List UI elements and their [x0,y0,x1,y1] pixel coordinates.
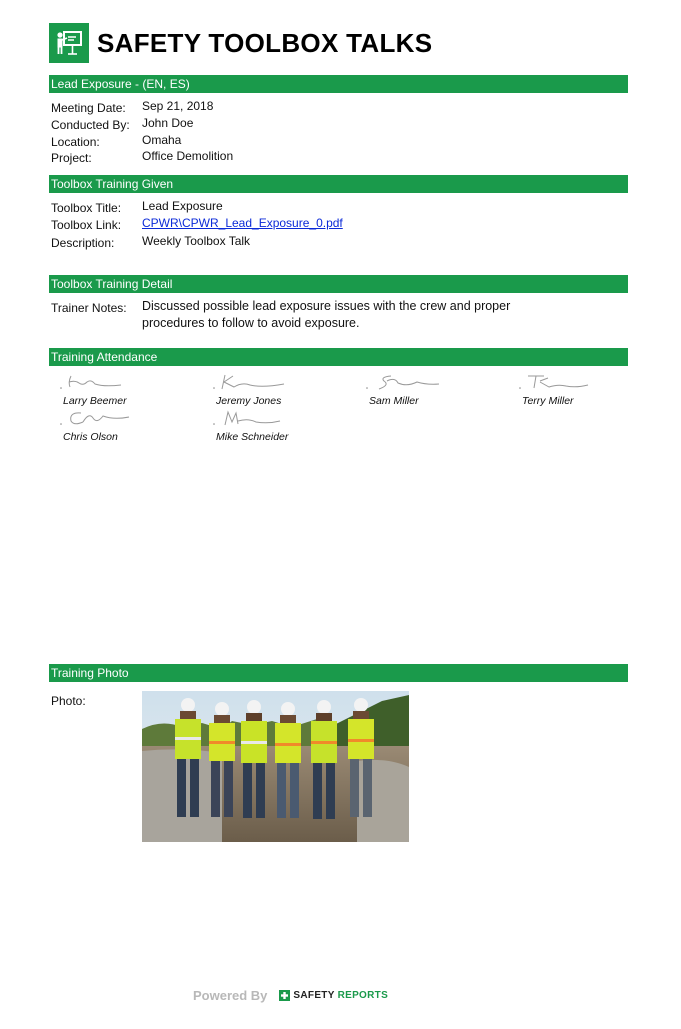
toolbox-title-label: Toolbox Title: [51,201,122,215]
location-value: Omaha [142,133,182,147]
app-title: SAFETY TOOLBOX TALKS [97,27,433,58]
project-value: Office Demolition [142,149,234,163]
training-given-heading: Toolbox Training Given [49,175,628,193]
page-header [49,22,432,64]
toolbox-link-label: Toolbox Link: [51,218,122,232]
meeting-heading: Lead Exposure - (EN, ES) [49,75,628,93]
plus-badge-icon [279,990,290,1001]
signature-image [212,373,292,393]
presentation-board-icon [49,23,89,63]
brand-reports-text: REPORTS [337,990,389,1001]
attendee-name: Sam Miller [369,395,419,407]
attendee [508,373,648,409]
attendee-name: Mike Schneider [216,431,289,443]
toolbox-title-value: Lead Exposure [142,199,223,213]
footer [193,988,388,1003]
meeting-date-value: Sep 21, 2018 [142,99,214,113]
attendee-name: Jeremy Jones [216,395,282,407]
trainer-notes-text: Discussed possible lead exposure issues with the crew and proper procedures to follow to avoid exposure. [142,299,511,330]
brand-safety-text: SAFETY [293,990,335,1001]
meeting-date-label: Meeting Date: [51,101,126,115]
toolbox-link[interactable]: CPWR\CPWR_Lead_Exposure_0.pdf [142,216,343,230]
training-photo [142,691,409,842]
training-detail-heading: Toolbox Training Detail [49,275,628,293]
attendee [49,409,189,445]
powered-by-text: Powered By [193,988,268,1003]
attendee-name: Larry Beemer [63,395,127,407]
attendee [355,373,495,409]
project-label: Project: [51,151,92,165]
conducted-by-label: Conducted By: [51,118,130,132]
attendee [202,373,342,409]
safety-reports-logo[interactable] [279,990,388,1001]
attendee-name: Terry Miller [522,395,574,407]
signature-image [518,373,598,393]
conducted-by-value: John Doe [142,116,194,130]
signature-image [59,409,139,429]
description-value: Weekly Toolbox Talk [142,234,251,248]
attendance-heading: Training Attendance [49,348,628,366]
attendee-name: Chris Olson [63,431,118,443]
attendee [202,409,342,445]
training-photo-heading: Training Photo [49,664,628,682]
location-label: Location: [51,135,100,149]
signature-image [59,373,139,393]
trainer-notes-label: Trainer Notes: [51,301,127,315]
signature-image [365,373,445,393]
photo-label: Photo: [51,694,86,708]
attendee [49,373,189,409]
signature-image [212,409,292,429]
description-label: Description: [51,236,115,250]
